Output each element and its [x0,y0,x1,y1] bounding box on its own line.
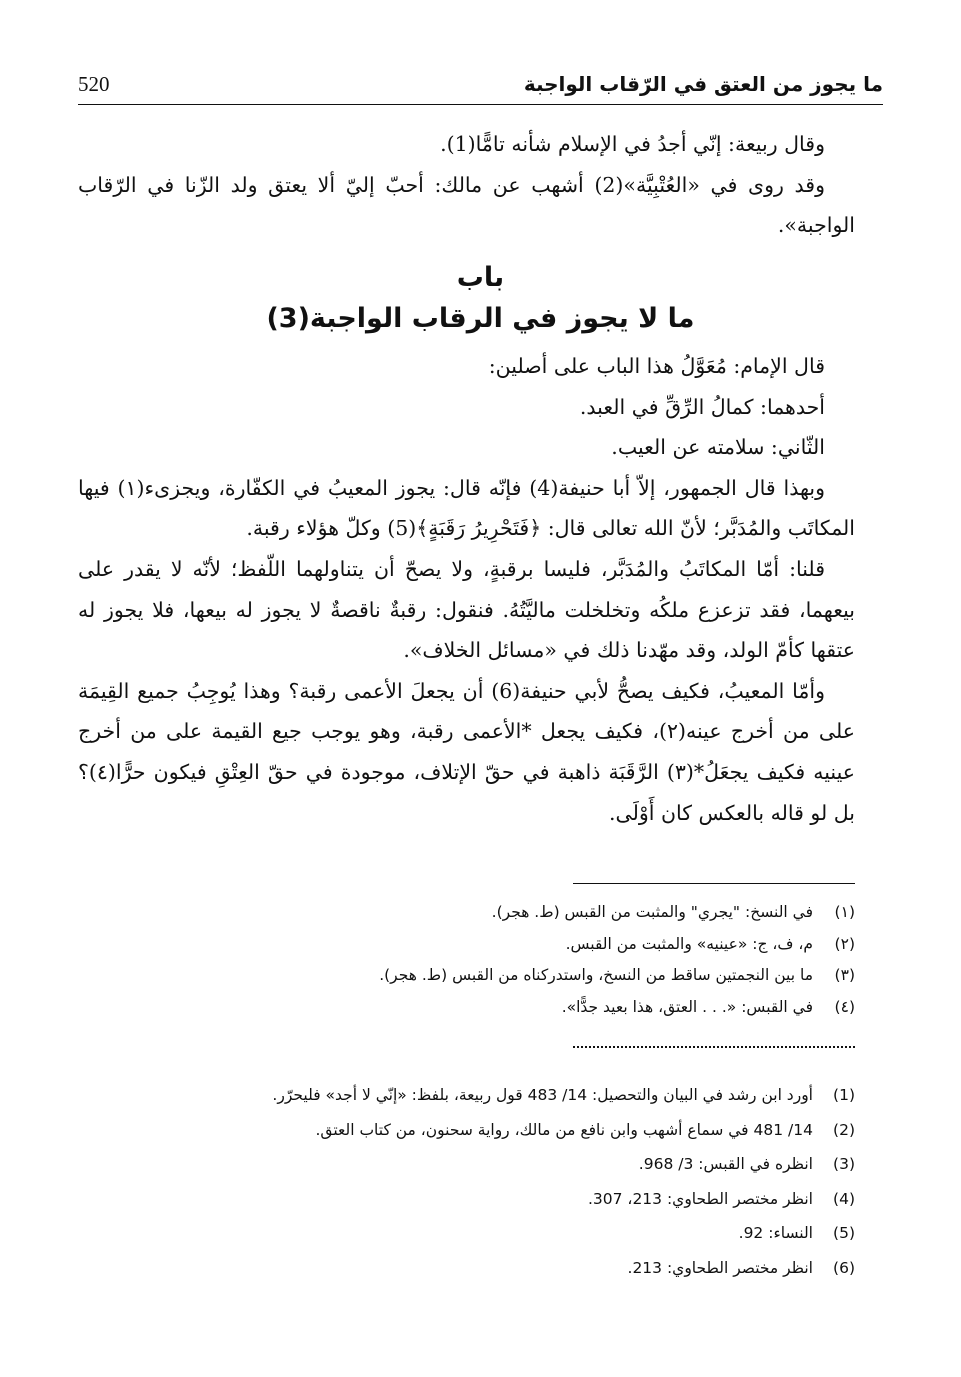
footnote-row [78,929,855,961]
intro-paragraph: وقد روى في «العُتْبِيَّة»(2) أشهب عن مالك: أحبّ إليّ ألا يعتق ولد الزّنا في الرّقاب الواجبة». [78,172,855,238]
main-paragraph: الثّاني: سلامته عن العيب. [611,435,825,460]
footnotes-editor [78,897,855,1023]
footnote-number: (5) [833,1224,855,1242]
footnote-number: (٢) [834,934,855,953]
page-header [78,64,883,105]
footnote-row [78,1113,855,1148]
footnote-text: 14/ 481 في سماع أشهب وابن نافع من مالك، رواية سحنون، من كتاب العتق. [315,1120,813,1139]
footnote-text: انظر مختصر الطحاوي: 213، 307. [587,1189,813,1208]
footnote-separator [573,883,855,884]
main-paragraph: أحدهما: كمالُ الرِّقِّ في العبد. [579,394,825,419]
footnote-row [78,1078,855,1113]
footnotes-author [78,1078,855,1285]
running-title: ما يجوز من العتق في الرّقاب الواجبة [523,72,883,96]
footnote-text: النساء: 92. [738,1224,813,1242]
intro-paragraph: وقال ربيعة: إنّي أجدُ في الإسلام شأنه تامًّا(1). [440,132,825,156]
footnote-text: ما بين النجمتين ساقط من النسخ، واستدركناه من القبس (ط. هجر). [379,966,813,984]
main-paragraph: قال الإمام: مُعَوَّلُ هذا الباب على أصلين: [488,354,825,378]
main-text [78,346,855,833]
page-number: 520 [78,71,110,96]
footnote-number: (3) [833,1155,855,1173]
main-paragraph: وبهذا قال الجمهور، إلاّ أبا حنيفة(4) فإنّه قال: يجوز المعيبُ في الكفّارة، ويجزىء(١) فيها المكاتَب والمُدَبَّر؛ لأنّ الله تعالى قال: ﴿فَتَحْرِيرُ رَقَبَةٍ﴾(5) وكلّ هؤلاء رقبة. [78,475,855,541]
footnote-row [78,992,855,1024]
footnote-row [78,1147,855,1182]
intro-text [78,124,855,246]
footnote-text: انظر مختصر الطحاوي: 213. [627,1258,813,1277]
footnote-text: في النسخ: "يجري" والمثبت من القبس (ط. هجر). [491,903,813,921]
footnote-row [78,960,855,992]
main-paragraph: وأمّا المعيبُ، فكيف يصحُّ لأبي حنيفة(6) أن يجعلَ الأعمى رقبة؟ وهذا يُوجِبُ جميع القِيمَة على من أخرج عينه(٢)، فكيف يجعل *الأعمى رقبة، وهو يوجب جيع القيمة على من أخرج عينيه فكيف يجعَلُ*(٣) الرَّقَبَة ذاهبة في حقّ الإتلاف، موجودة في حقّ العِتْقِ فيكون حرًّا(٤)؟ بل لو قاله بالعكس كان أَوْلَى. [78,678,855,825]
footnote-dotted-separator [573,1046,855,1048]
chapter-heading: ما لا يجوز في الرقاب الواجبة(3) [266,303,695,334]
footnote-number: (6) [833,1258,855,1277]
footnote-number: (٤) [834,997,855,1016]
footnote-number: (1) [833,1086,855,1104]
footnote-text: في القبس: «. . . العتق، هذا بعيد جدًّا». [561,997,813,1016]
main-paragraph: قلنا: أمّا المكاتَبُ والمُدَبَّر، فليسا برقبةٍ، ولا يصحّ أن يتناولهما اللّفظ؛ لأنّه لا يقدر على بيعهما، فقد تزعزع ملكُه وتخلخلت ماليَّتُهُ. فنقول: رقبةٌ ناقصةٌ لا يجوز له بيعها، فلا يجوز له عتقها كأمّ الولد، وقد مهّدنا ذلك في «مسائل الخلاف». [78,556,855,663]
footnote-number: (2) [833,1120,855,1139]
footnote-row [78,1251,855,1286]
chapter-titles [78,258,883,340]
footnote-number: (4) [833,1189,855,1208]
footnote-number: (٣) [834,966,855,984]
chapter-label: باب [456,262,505,293]
footnote-text: م، ف، ج: «عينيه» والمثبت من القبس. [565,934,813,953]
footnote-row [78,1182,855,1217]
footnote-text: انظره في القبس: 3/ 968. [638,1155,813,1173]
footnote-number: (١) [834,903,855,921]
footnote-row [78,1216,855,1251]
footnote-text: أورد ابن رشد في البيان والتحصيل: 14/ 483 قول ربيعة، بلفظ: «إنّي لا أجد» فليحرّر. [272,1086,813,1104]
footnote-row [78,897,855,929]
